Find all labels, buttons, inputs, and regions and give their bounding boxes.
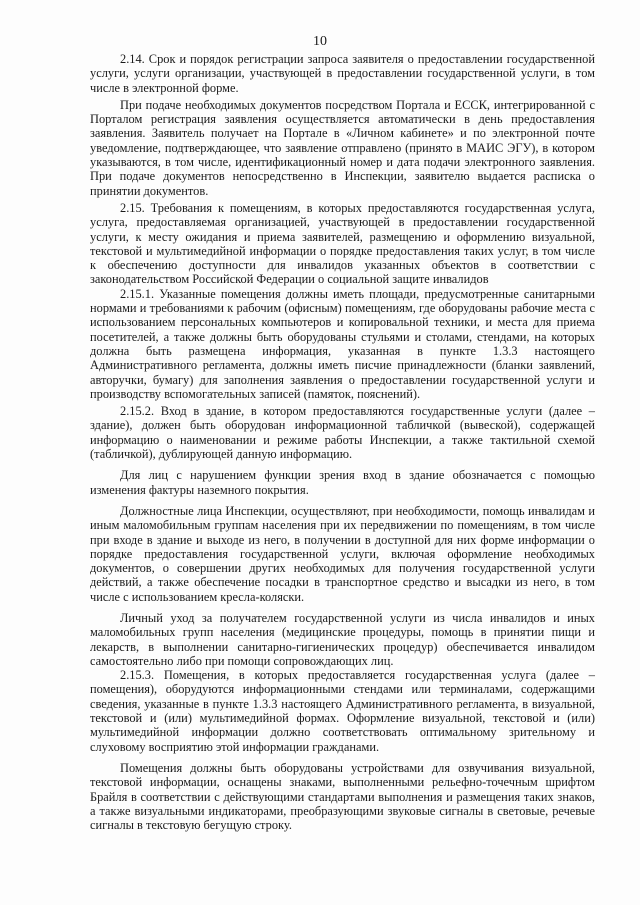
paragraph-2-15-1: 2.15.1. Указанные помещения должны иметь площади, предусмотренные санитарными нормами и требованиями к рабочим (офисным) помещениям, где оборудованы рабочие места с использованием персональных компьютеров и копировальной техники, и места для приема посетителей, а также должны быть оборудованы стульями и столами, стендами, на которых должна быть размещена информация, указанная в пункте 1.3.3 настоящего Административного регламента, должны иметь писчие принадлежности (бланки заявлений, авторучки, бумагу) для заполнения заявления о предоставлении государственной услуги и производству вспомогательных записей (памяток, пояснений).: [90, 286, 595, 401]
paragraph-officials-assistance: Должностные лица Инспекции, осуществляют, при необходимости, помощь инвалидам и иным маломобильным группам населения при их передвижении по помещениям, в том числе при входе в здание и выходе из него, в получении в доступной для них форме информации о порядке предоставления государственной услуги, включая оформление необходимых документов, о совершении других необходимых для получения государственной услуги действий, а также обеспечение посадки в транспортное средство и высадки из него, в том числе с использованием кресла-коляски.: [90, 503, 595, 604]
page-number: 10: [313, 34, 327, 49]
paragraph-2-15-3: 2.15.3. Помещения, в которых предоставляется государственная услуга (далее – помещения), оборудуются информационными стендами или терминалами, содержащими сведения, указанные в пункте 1.3.3 настоящего Административного регламента, в визуальной, текстовой и (или) мультимедийной формах. Оформление визуальной, текстовой и (или) мультимедийной информации должно соответствовать оптимальному зрительному и слуховому восприятию этой информации гражданами.: [90, 668, 595, 754]
paragraph-2-14: 2.14. Срок и порядок регистрации запроса заявителя о предоставлении государственной услуги, услуги организации, участвующей в предоставлении государственной услуги, в том числе в электронной форме.: [90, 52, 595, 95]
paragraph-personal-care: Личный уход за получателем государственной услуги из числа инвалидов и иных маломобильных групп населения (медицинские процедуры, помощь в принятии пищи и лекарств, в выполнении санитарно-гигиенических процедур) обеспечивается инвалидом самостоятельно либо при помощи сопровождающих лиц.: [90, 610, 595, 668]
paragraph-2-15: 2.15. Требования к помещениям, в которых предоставляются государственная услуга, услуга, предоставляемая организацией, участвующей в предоставлении государственной услуги, к месту ожидания и приема заявителей, размещению и оформлению визуальной, текстовой и мультимедийной информации о порядке предоставления таких услуг, в том числе к обеспечению доступности для инвалидов указанных объектов в соответствии с законодательством Российской Федерации о социальной защите инвалидов: [90, 200, 595, 287]
paragraph-vision-impaired: Для лиц с нарушением функции зрения вход в здание обозначается с помощью изменения фактуры наземного покрытия.: [90, 468, 595, 497]
paragraph-2-15-2: 2.15.2. Вход в здание, в котором предоставляются государственные услуги (далее – здание), должен быть оборудован информационной табличкой (вывеской), содержащей информацию о наименовании и режиме работы Инспекции, а также тактильной схемой (табличкой), дублирующей данную информацию.: [90, 404, 595, 462]
paragraph-registration: При подаче необходимых документов посредством Портала и ЕССК, интегрированной с Порталом регистрация заявления осуществляется автоматически в день предоставления заявления. Заявитель получает на Портале в «Личном кабинете» и по электронной почте уведомление, подтверждающее, что заявление отправлено (принято в МАИС ЭГУ), в котором указываются, в том числе, идентификационный номер и дата подачи электронного заявления. При подаче документов непосредственно в Инспекции, заявителю выдается расписка о принятии документов.: [90, 97, 595, 198]
paragraph-equipment: Помещения должны быть оборудованы устройствами для озвучивания визуальной, текстовой информации, оснащены знаками, выполненными рельефно-точечным шрифтом Брайля в соответствии с действующими стандартами выполнения и размещения таких знаков, а также визуальными индикаторами, преобразующими звуковые сигналы в световые, речевые сигналы в текстовую бегущую строку.: [90, 760, 595, 833]
document-body: [90, 52, 595, 835]
